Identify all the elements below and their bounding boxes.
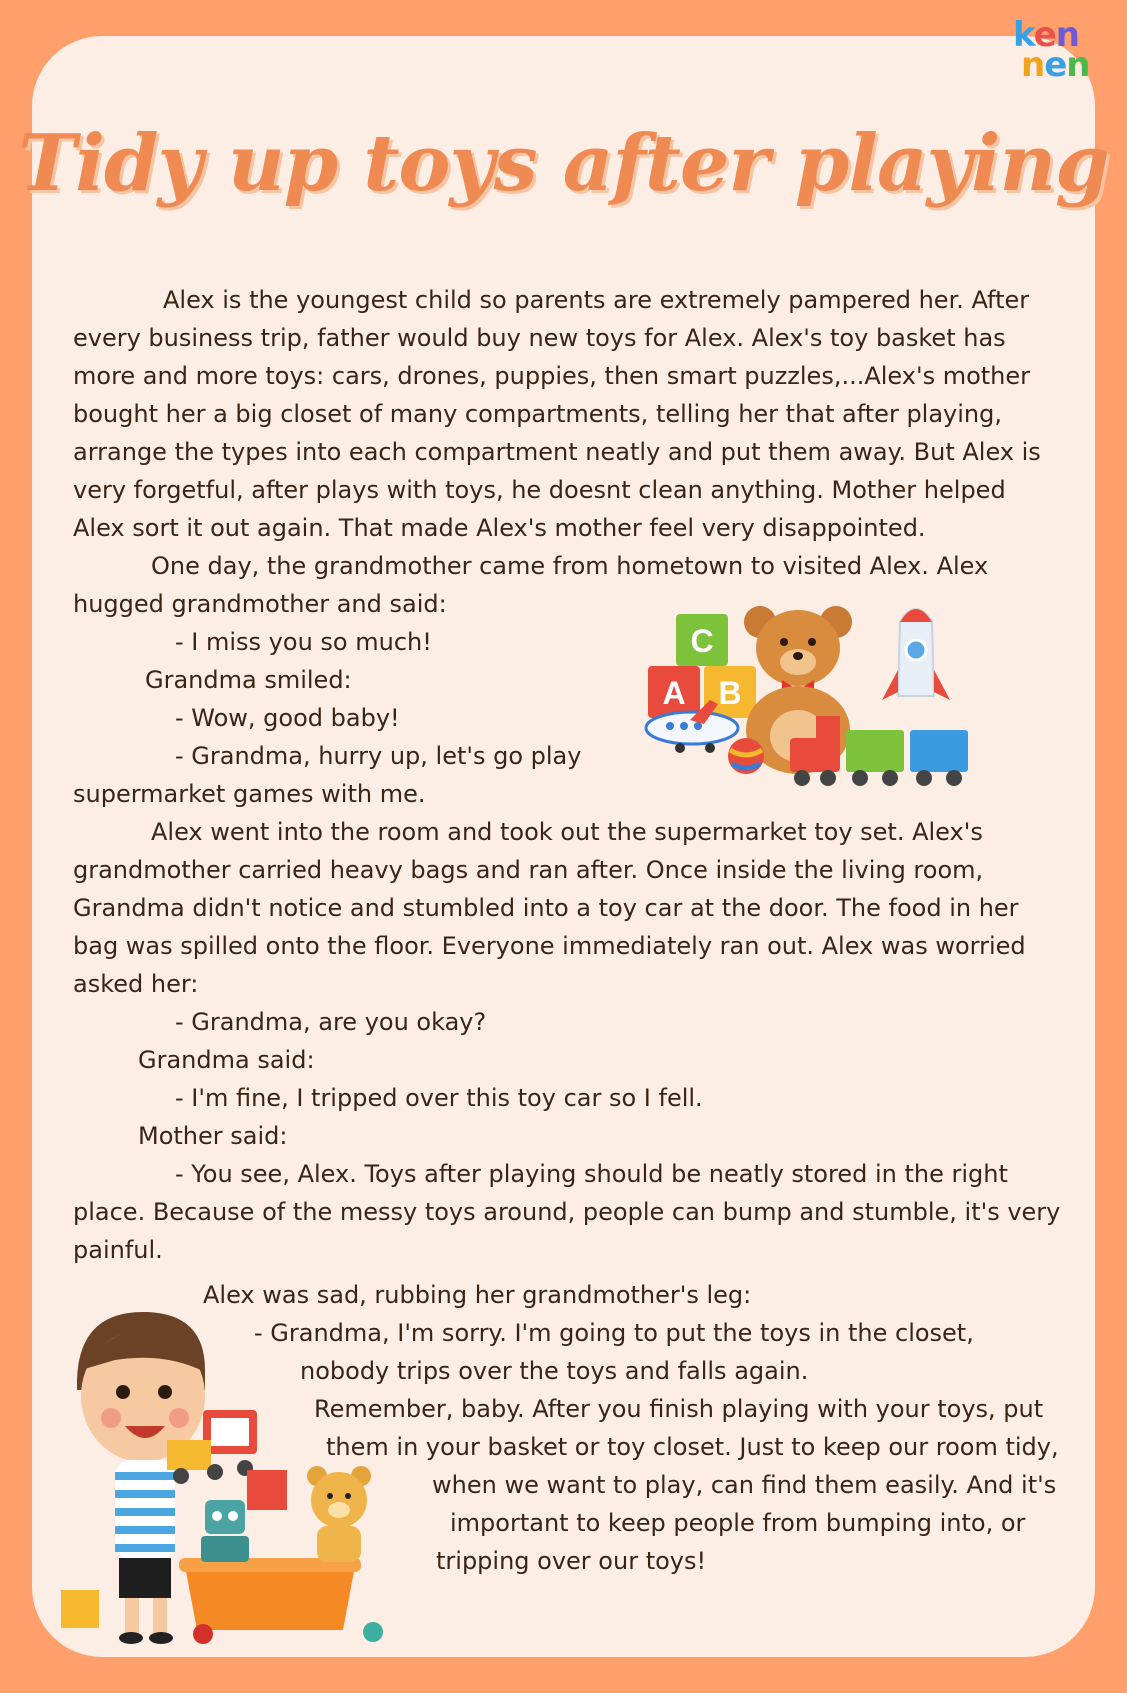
speaker-line: Grandma said:	[138, 1046, 315, 1074]
toys-illustration	[640, 600, 1030, 800]
logo-letter: n	[1021, 45, 1045, 85]
svg-text:C: C	[690, 623, 714, 659]
text-line: Alex was sad, rubbing her grandmother's leg:	[203, 1281, 752, 1309]
svg-text:A: A	[662, 675, 686, 711]
speaker-line: Grandma smiled:	[145, 666, 352, 694]
text-line: tripping over our toys!	[436, 1547, 707, 1575]
logo-letter: k	[1013, 15, 1034, 55]
dialogue-line: - Wow, good baby!	[175, 704, 400, 732]
text-line: important to keep people from bumping into, or	[450, 1509, 1026, 1537]
logo-line-2	[1021, 45, 1090, 85]
text-line: nobody trips over the toys and falls again.	[300, 1357, 809, 1385]
rocket	[882, 609, 950, 700]
dialogue-line: - Grandma, hurry up, let's go play	[175, 742, 582, 770]
dialogue-line: - You see, Alex. Toys after playing should be neatly stored in the right place. Because of the messy toys around, people can bump and stumble, it's very painful.	[73, 1160, 1061, 1264]
svg-text:B: B	[718, 675, 742, 711]
robot	[201, 1500, 249, 1562]
text-line: Remember, baby. After you finish playing with your toys, put	[314, 1395, 1044, 1423]
logo-letter: n	[1055, 15, 1079, 55]
logo-letter: e	[1033, 15, 1056, 55]
text-line: when we want to play, can find them easily. And it's	[432, 1471, 1057, 1499]
dialogue-line: - I'm fine, I tripped over this toy car so I fell.	[175, 1084, 703, 1112]
text-line: - Grandma, I'm sorry. I'm going to put the toys in the closet,	[254, 1319, 974, 1347]
paragraph: Alex went into the room and took out the supermarket toy set. Alex's grandmother carried heavy bags and ran after. Once inside the living room, Grandma didn't notice and stumbled into a toy car at the door. The food in her bag was spilled onto the floor. Everyone immediately ran out. Alex was worried asked her:	[73, 818, 1026, 998]
speaker-line: Mother said:	[138, 1122, 288, 1150]
paragraph: Alex is the youngest child so parents are extremely pampered her. After every business trip, father would buy new toys for Alex. Alex's toy basket has more and more toys: cars, drones, puppies, then smart puzzles,...Alex's mother bought her a big closet of many compartments, telling her that after playing, arrange the types into each compartment neatly and put them away. But Alex is very forgetful, after plays with toys, he doesnt clean anything. Mother helped Alex sort it out again. That made Alex's mother feel very disappointed.	[73, 286, 1041, 542]
dialogue-line: supermarket games with me.	[73, 780, 426, 808]
ball	[728, 738, 764, 774]
text-line: them in your basket or toy closet. Just to keep our room tidy,	[326, 1433, 1059, 1461]
kennen-logo	[995, 14, 1105, 86]
paragraph: One day, the grandmother came from hometown to visited Alex. Alex hugged grandmother and said:	[73, 552, 989, 618]
page-title: Tidy up toys after playing	[18, 118, 1109, 209]
teddy-bear	[307, 1466, 371, 1562]
toy-basket	[179, 1558, 361, 1630]
boy-with-toys-illustration	[55, 1300, 415, 1645]
dialogue-line: - I miss you so much!	[175, 628, 432, 656]
toy-train	[790, 716, 968, 786]
logo-letter: n	[1066, 45, 1090, 85]
logo-letter: e	[1044, 45, 1067, 85]
abc-blocks	[648, 614, 756, 718]
dialogue-line: - Grandma, are you okay?	[175, 1008, 487, 1036]
